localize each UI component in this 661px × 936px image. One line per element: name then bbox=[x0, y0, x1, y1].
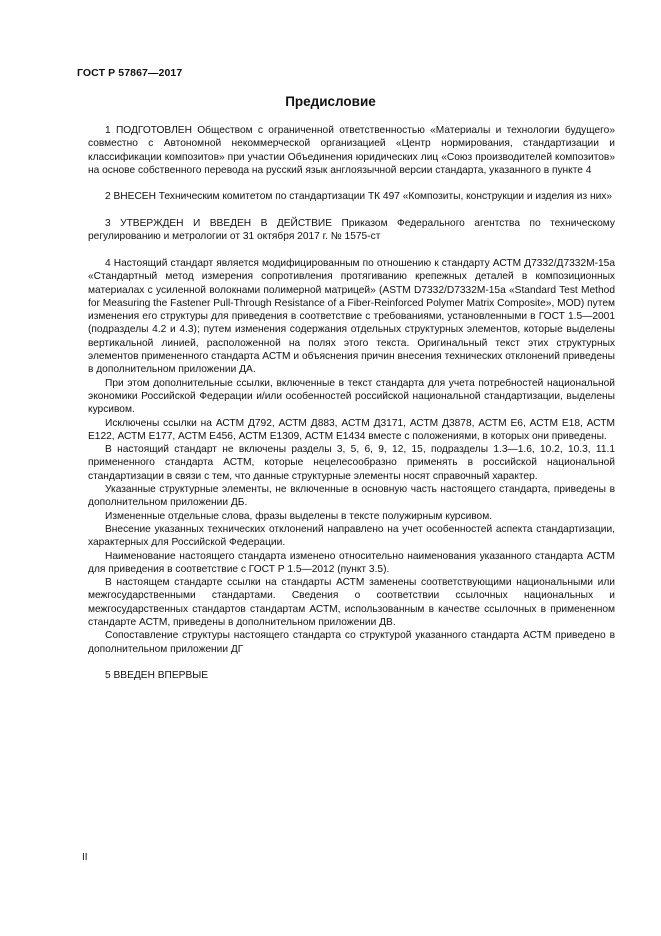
paragraph-2: 2 ВНЕСЕН Техническим комитетом по стандартизации ТК 497 «Композиты, конструкции и изделия из них» bbox=[105, 191, 613, 203]
paragraph-1: 1 ПОДГОТОВЛЕН Обществом с ограниченной ответственностью «Материалы и технологии будущего» совместно с Автономной некоммерческой организацией «Центр нормирования, стандартизации и классификации композитов» при участии Объединения юридических лиц «Союз производителей композитов» на основе собственного перевода на русский язык англоязычной версии стандарта, указанного в пункте 4 bbox=[88, 125, 615, 176]
paragraph-4-changed-words: Измененные отдельные слова, фразы выделены в тексте полужирным курсивом. bbox=[105, 510, 493, 522]
paragraph-5: 5 ВВЕДЕН ВПЕРВЫЕ bbox=[105, 670, 209, 682]
page-title: Предисловие bbox=[285, 94, 376, 109]
page-number: II bbox=[82, 852, 88, 863]
foreword-body bbox=[88, 124, 615, 682]
paragraph-3: 3 УТВЕРЖДЕН И ВВЕДЕН В ДЕЙСТВИЕ Приказом Федерального агентства по техническому регулированию и метрологии от 31 октября 2017 г. № 1575-ст bbox=[88, 218, 615, 243]
paragraph-4: 4 Настоящий стандарт является модифицированным по отношению к стандарту АСТМ Д7332/Д7332М-15а «Стандартный метод измерения сопротивления протягиванию крепежных деталей в композиционных материалах с усиленной волокнами полимерной матрицей» (ASTM D7332/D7332M-15a «Standard Test Method for Measuring the Fastener Pull-Through Resistance of a Fiber-Reinforced Polymer Matrix Composite», MOD) путем изменения его структуры для приведения в соответствие с требованиями, установленными в ГОСТ 1.5—2001 (подразделы 4.2 и 4.3); путем изменения содержания отдельных структурных элементов, которые выделены вертикальной линией, расположенной на полях этого текста. Оригинальный текст этих структурных элементов примененного стандарта АСТМ и объяснения причин внесения технических отклонений приведены в дополнительном приложении ДА. bbox=[88, 257, 615, 376]
paragraph-4-excluded-refs: Исключены ссылки на АСТМ Д792, АСТМ Д883, АСТМ Д3171, АСТМ Д3878, АСТМ Е6, АСТМ Е18, АСТМ Е122, АСТМ Е177, АСТМ Е456, АСТМ Е1309, АСТМ Е1434 вместе с положениями, в которых они приведены. bbox=[88, 417, 615, 442]
paragraph-4-references: В настоящем стандарте ссылки на стандарты АСТМ заменены соответствующими национальными или межгосударственными стандартами. Сведения о соответствии ссылочных национальных и межгосударственных стандартов стандартам АСТМ, использованным в качестве ссылочных в примененном стандарте АСТМ, приведены в дополнительном приложении ДВ. bbox=[88, 577, 615, 628]
paragraph-4-structure: Сопоставление структуры настоящего стандарта со структурой указанного стандарта АСТМ приведено в дополнительном приложении ДГ bbox=[88, 630, 615, 655]
paragraph-4-deviations: Внесение указанных технических отклонений направлено на учет особенностей аспекта стандартизации, характерных для Российской Федерации. bbox=[88, 523, 615, 549]
paragraph-4-excluded-sections: В настоящий стандарт не включены разделы 3, 5, 6, 9, 12, 15, подразделы 1.3—1.6, 10.2, 10.3, 11.1 примененного стандарта АСТМ, которые нецелесообразно применять в российской национальной стандартизации в связи с тем, что данные структурные элементы носят справочный характер. bbox=[88, 444, 615, 482]
paragraph-4-annex-db: Указанные структурные элементы, не включенные в основную часть настоящего стандарта, приведены в дополнительном приложении ДБ. bbox=[88, 484, 615, 509]
document-header: ГОСТ Р 57867—2017 bbox=[77, 67, 183, 79]
paragraph-4-additional-refs: При этом дополнительные ссылки, включенные в текст стандарта для учета потребностей национальной экономики Российской Федерации и/или особенностей российской национальной стандартизации, выделены курсивом. bbox=[88, 377, 615, 416]
paragraph-4-title-change: Наименование настоящего стандарта изменено относительно наименования указанного стандарта АСТМ для приведения в соответствие с ГОСТ Р 1.5—2012 (пункт 3.5). bbox=[88, 550, 615, 575]
